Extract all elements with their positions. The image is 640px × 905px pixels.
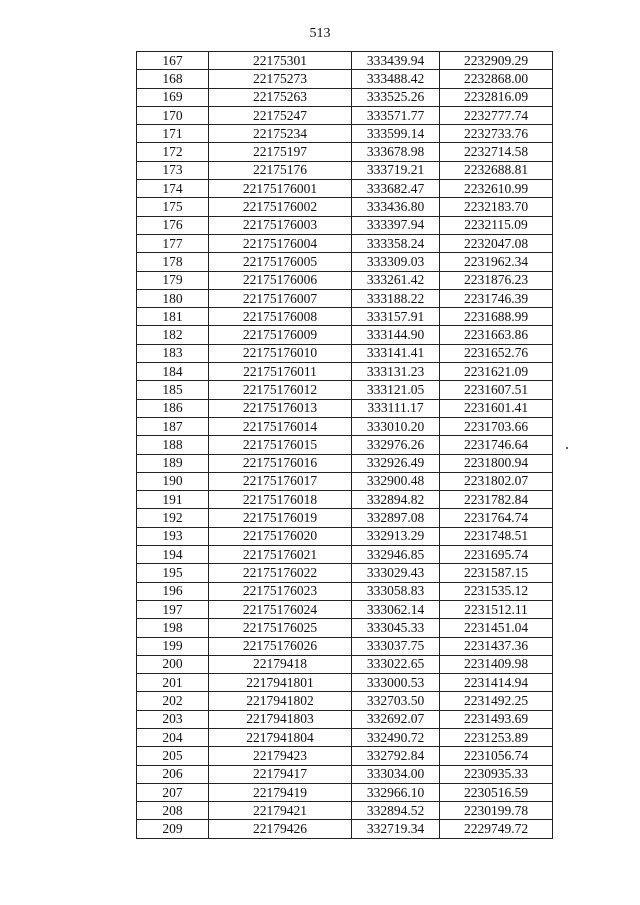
point-id-cell: 22175176	[209, 161, 352, 179]
coordinates-table	[136, 51, 553, 839]
y-coordinate-cell: 2232183.70	[440, 198, 553, 216]
y-coordinate-cell: 2232688.81	[440, 161, 553, 179]
point-id-cell: 22179423	[209, 747, 352, 765]
table-row	[137, 710, 553, 728]
point-id-cell: 22175301	[209, 52, 352, 70]
x-coordinate-cell: 332692.07	[352, 710, 440, 728]
table-row	[137, 454, 553, 472]
point-id-cell: 22175176013	[209, 399, 352, 417]
row-number-cell: 207	[137, 783, 209, 801]
page-number: 513	[309, 26, 331, 41]
y-coordinate-cell: 2232047.08	[440, 234, 553, 252]
x-coordinate-cell: 333599.14	[352, 125, 440, 143]
row-number-cell: 181	[137, 308, 209, 326]
point-id-cell: 22175176021	[209, 546, 352, 564]
table-row	[137, 674, 553, 692]
row-number-cell: 173	[137, 161, 209, 179]
table-row	[137, 344, 553, 362]
x-coordinate-cell: 332976.26	[352, 436, 440, 454]
table-row	[137, 399, 553, 417]
x-coordinate-cell: 333037.75	[352, 637, 440, 655]
row-number-cell: 197	[137, 600, 209, 618]
y-coordinate-cell: 2231746.64	[440, 436, 553, 454]
x-coordinate-cell: 333131.23	[352, 363, 440, 381]
table-row	[137, 637, 553, 655]
x-coordinate-cell: 333034.00	[352, 765, 440, 783]
y-coordinate-cell: 2232909.29	[440, 52, 553, 70]
table-row	[137, 88, 553, 106]
row-number-cell: 204	[137, 728, 209, 746]
x-coordinate-cell: 333144.90	[352, 326, 440, 344]
y-coordinate-cell: 2232777.74	[440, 106, 553, 124]
table-row	[137, 783, 553, 801]
row-number-cell: 184	[137, 363, 209, 381]
row-number-cell: 171	[137, 125, 209, 143]
point-id-cell: 22175176014	[209, 417, 352, 435]
row-number-cell: 202	[137, 692, 209, 710]
table-row	[137, 52, 553, 70]
table-row	[137, 655, 553, 673]
x-coordinate-cell: 333678.98	[352, 143, 440, 161]
y-coordinate-cell: 2231512.11	[440, 600, 553, 618]
x-coordinate-cell: 333010.20	[352, 417, 440, 435]
y-coordinate-cell: 2232610.99	[440, 180, 553, 198]
y-coordinate-cell: 2231746.39	[440, 289, 553, 307]
point-id-cell: 22175247	[209, 106, 352, 124]
row-number-cell: 196	[137, 582, 209, 600]
y-coordinate-cell: 2231451.04	[440, 619, 553, 637]
row-number-cell: 182	[137, 326, 209, 344]
point-id-cell: 22175176019	[209, 509, 352, 527]
point-id-cell: 22175176023	[209, 582, 352, 600]
row-number-cell: 167	[137, 52, 209, 70]
y-coordinate-cell: 2231493.69	[440, 710, 553, 728]
table-row	[137, 326, 553, 344]
point-id-cell: 22175176002	[209, 198, 352, 216]
table-row	[137, 289, 553, 307]
x-coordinate-cell: 333719.21	[352, 161, 440, 179]
x-coordinate-cell: 333157.91	[352, 308, 440, 326]
y-coordinate-cell: 2231876.23	[440, 271, 553, 289]
y-coordinate-cell: 2231587.15	[440, 564, 553, 582]
x-coordinate-cell: 332897.08	[352, 509, 440, 527]
row-number-cell: 198	[137, 619, 209, 637]
table-row	[137, 70, 553, 88]
point-id-cell: 22175176007	[209, 289, 352, 307]
row-number-cell: 206	[137, 765, 209, 783]
table-row	[137, 125, 553, 143]
x-coordinate-cell: 333188.22	[352, 289, 440, 307]
x-coordinate-cell: 332966.10	[352, 783, 440, 801]
point-id-cell: 22175176025	[209, 619, 352, 637]
table-row	[137, 253, 553, 271]
x-coordinate-cell: 333261.42	[352, 271, 440, 289]
x-coordinate-cell: 333571.77	[352, 106, 440, 124]
point-id-cell: 22179419	[209, 783, 352, 801]
point-id-cell: 22175176016	[209, 454, 352, 472]
point-id-cell: 2217941802	[209, 692, 352, 710]
point-id-cell: 22175176017	[209, 472, 352, 490]
x-coordinate-cell: 333000.53	[352, 674, 440, 692]
point-id-cell: 22175176018	[209, 491, 352, 509]
point-id-cell: 22175176008	[209, 308, 352, 326]
y-coordinate-cell: 2231535.12	[440, 582, 553, 600]
point-id-cell: 22175176026	[209, 637, 352, 655]
x-coordinate-cell: 332946.85	[352, 546, 440, 564]
x-coordinate-cell: 333309.03	[352, 253, 440, 271]
coordinates-table-body	[137, 52, 553, 839]
point-id-cell: 2217941801	[209, 674, 352, 692]
table-row	[137, 527, 553, 545]
point-id-cell: 22179417	[209, 765, 352, 783]
row-number-cell: 208	[137, 802, 209, 820]
table-row	[137, 802, 553, 820]
x-coordinate-cell: 333121.05	[352, 381, 440, 399]
x-coordinate-cell: 333141.41	[352, 344, 440, 362]
y-coordinate-cell: 2230199.78	[440, 802, 553, 820]
x-coordinate-cell: 332490.72	[352, 728, 440, 746]
y-coordinate-cell: 2231409.98	[440, 655, 553, 673]
x-coordinate-cell: 333436.80	[352, 198, 440, 216]
y-coordinate-cell: 2231800.94	[440, 454, 553, 472]
row-number-cell: 203	[137, 710, 209, 728]
x-coordinate-cell: 333022.65	[352, 655, 440, 673]
point-id-cell: 22175176004	[209, 234, 352, 252]
y-coordinate-cell: 2231764.74	[440, 509, 553, 527]
row-number-cell: 168	[137, 70, 209, 88]
table-row	[137, 381, 553, 399]
table-row	[137, 509, 553, 527]
y-coordinate-cell: 2229749.72	[440, 820, 553, 838]
x-coordinate-cell: 333397.94	[352, 216, 440, 234]
table-row	[137, 820, 553, 838]
point-id-cell: 22179418	[209, 655, 352, 673]
y-coordinate-cell: 2231253.89	[440, 728, 553, 746]
point-id-cell: 22175176022	[209, 564, 352, 582]
point-id-cell: 22175176005	[209, 253, 352, 271]
table-row	[137, 106, 553, 124]
y-coordinate-cell: 2231663.86	[440, 326, 553, 344]
row-number-cell: 200	[137, 655, 209, 673]
y-coordinate-cell: 2232733.76	[440, 125, 553, 143]
row-number-cell: 192	[137, 509, 209, 527]
row-number-cell: 190	[137, 472, 209, 490]
y-coordinate-cell: 2230516.59	[440, 783, 553, 801]
y-coordinate-cell: 2232868.00	[440, 70, 553, 88]
table-row	[137, 180, 553, 198]
table-row	[137, 363, 553, 381]
row-number-cell: 193	[137, 527, 209, 545]
x-coordinate-cell: 333045.33	[352, 619, 440, 637]
row-number-cell: 183	[137, 344, 209, 362]
point-id-cell: 22175176010	[209, 344, 352, 362]
row-number-cell: 175	[137, 198, 209, 216]
row-number-cell: 194	[137, 546, 209, 564]
row-number-cell: 170	[137, 106, 209, 124]
y-coordinate-cell: 2231652.76	[440, 344, 553, 362]
point-id-cell: 22179426	[209, 820, 352, 838]
row-number-cell: 178	[137, 253, 209, 271]
table-row	[137, 600, 553, 618]
y-coordinate-cell: 2231695.74	[440, 546, 553, 564]
x-coordinate-cell: 333029.43	[352, 564, 440, 582]
x-coordinate-cell: 332792.84	[352, 747, 440, 765]
row-number-cell: 179	[137, 271, 209, 289]
x-coordinate-cell: 332894.52	[352, 802, 440, 820]
y-coordinate-cell: 2230935.33	[440, 765, 553, 783]
point-id-cell: 22175176020	[209, 527, 352, 545]
point-id-cell: 22175176003	[209, 216, 352, 234]
table-row	[137, 234, 553, 252]
point-id-cell: 22175263	[209, 88, 352, 106]
x-coordinate-cell: 333058.83	[352, 582, 440, 600]
row-number-cell: 176	[137, 216, 209, 234]
table-row	[137, 582, 553, 600]
y-coordinate-cell: 2232115.09	[440, 216, 553, 234]
point-id-cell: 22175176015	[209, 436, 352, 454]
x-coordinate-cell: 332719.34	[352, 820, 440, 838]
table-row	[137, 417, 553, 435]
x-coordinate-cell: 332926.49	[352, 454, 440, 472]
row-number-cell: 169	[137, 88, 209, 106]
row-number-cell: 201	[137, 674, 209, 692]
y-coordinate-cell: 2232714.58	[440, 143, 553, 161]
table-row	[137, 436, 553, 454]
row-number-cell: 191	[137, 491, 209, 509]
table-row	[137, 143, 553, 161]
x-coordinate-cell: 333488.42	[352, 70, 440, 88]
x-coordinate-cell: 333682.47	[352, 180, 440, 198]
table-row	[137, 161, 553, 179]
y-coordinate-cell: 2231437.36	[440, 637, 553, 655]
table-row	[137, 472, 553, 490]
y-coordinate-cell: 2231056.74	[440, 747, 553, 765]
row-number-cell: 195	[137, 564, 209, 582]
row-number-cell: 186	[137, 399, 209, 417]
table-row	[137, 765, 553, 783]
table-row	[137, 692, 553, 710]
x-coordinate-cell: 333525.26	[352, 88, 440, 106]
x-coordinate-cell: 333358.24	[352, 234, 440, 252]
y-coordinate-cell: 2231601.41	[440, 399, 553, 417]
x-coordinate-cell: 332894.82	[352, 491, 440, 509]
point-id-cell: 2217941803	[209, 710, 352, 728]
table-row	[137, 747, 553, 765]
row-number-cell: 188	[137, 436, 209, 454]
x-coordinate-cell: 332703.50	[352, 692, 440, 710]
row-number-cell: 189	[137, 454, 209, 472]
table-row	[137, 271, 553, 289]
table-row	[137, 308, 553, 326]
table-row	[137, 216, 553, 234]
table-row	[137, 564, 553, 582]
x-coordinate-cell: 333111.17	[352, 399, 440, 417]
row-number-cell: 180	[137, 289, 209, 307]
point-id-cell: 22175176011	[209, 363, 352, 381]
point-id-cell: 22175176009	[209, 326, 352, 344]
y-coordinate-cell: 2231492.25	[440, 692, 553, 710]
y-coordinate-cell: 2232816.09	[440, 88, 553, 106]
point-id-cell: 22175176006	[209, 271, 352, 289]
y-coordinate-cell: 2231621.09	[440, 363, 553, 381]
point-id-cell: 22175273	[209, 70, 352, 88]
y-coordinate-cell: 2231688.99	[440, 308, 553, 326]
y-coordinate-cell: 2231748.51	[440, 527, 553, 545]
y-coordinate-cell: 2231703.66	[440, 417, 553, 435]
y-coordinate-cell: 2231802.07	[440, 472, 553, 490]
point-id-cell: 22175176012	[209, 381, 352, 399]
table-row	[137, 546, 553, 564]
point-id-cell: 22175197	[209, 143, 352, 161]
stray-dot-mark	[566, 447, 568, 449]
row-number-cell: 199	[137, 637, 209, 655]
row-number-cell: 205	[137, 747, 209, 765]
y-coordinate-cell: 2231607.51	[440, 381, 553, 399]
row-number-cell: 174	[137, 180, 209, 198]
point-id-cell: 22175176024	[209, 600, 352, 618]
point-id-cell: 22175234	[209, 125, 352, 143]
y-coordinate-cell: 2231962.34	[440, 253, 553, 271]
table-row	[137, 619, 553, 637]
x-coordinate-cell: 333062.14	[352, 600, 440, 618]
row-number-cell: 172	[137, 143, 209, 161]
x-coordinate-cell: 332913.29	[352, 527, 440, 545]
row-number-cell: 185	[137, 381, 209, 399]
row-number-cell: 177	[137, 234, 209, 252]
point-id-cell: 22175176001	[209, 180, 352, 198]
y-coordinate-cell: 2231782.84	[440, 491, 553, 509]
table-row	[137, 198, 553, 216]
table-row	[137, 728, 553, 746]
x-coordinate-cell: 333439.94	[352, 52, 440, 70]
row-number-cell: 187	[137, 417, 209, 435]
table-row	[137, 491, 553, 509]
row-number-cell: 209	[137, 820, 209, 838]
point-id-cell: 2217941804	[209, 728, 352, 746]
y-coordinate-cell: 2231414.94	[440, 674, 553, 692]
point-id-cell: 22179421	[209, 802, 352, 820]
x-coordinate-cell: 332900.48	[352, 472, 440, 490]
